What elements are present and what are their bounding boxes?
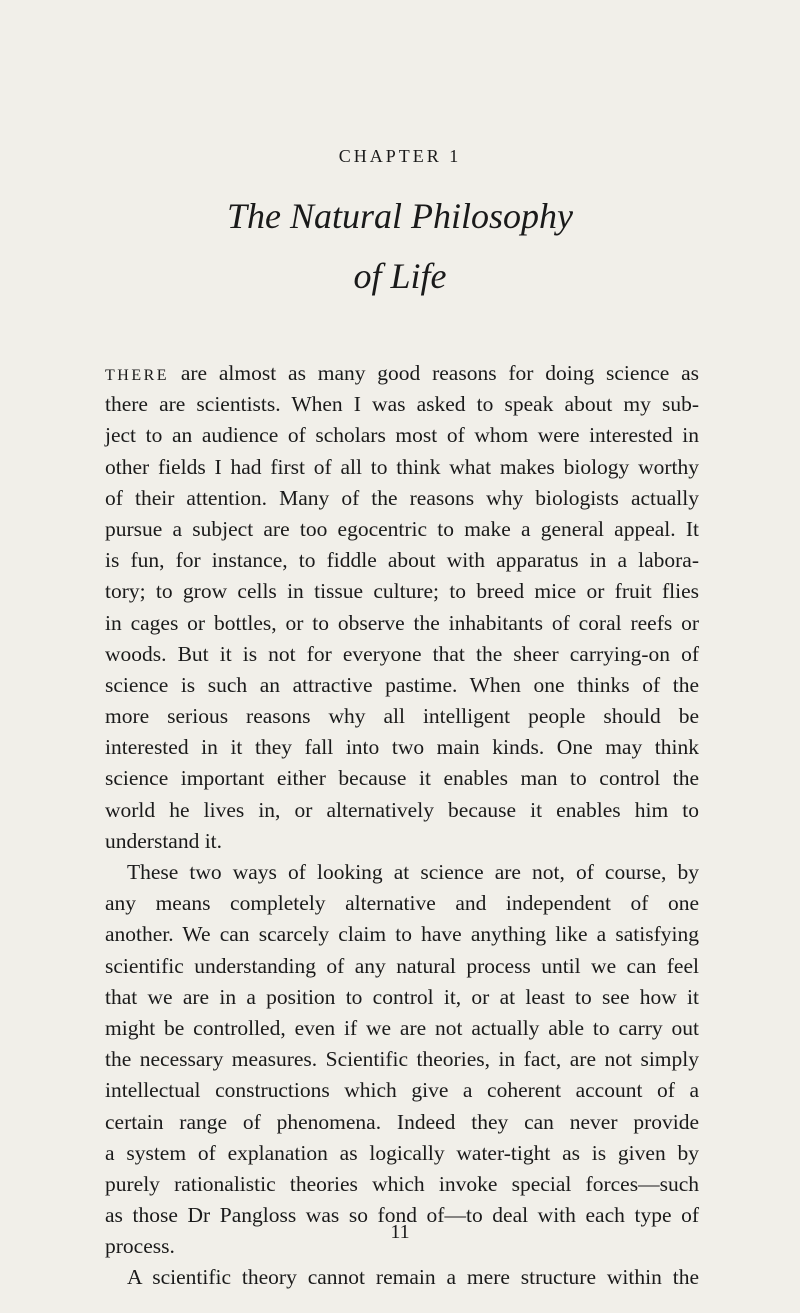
text-line: in cages or bottles, or to observe the inhabitants of coral reefs or (105, 610, 699, 635)
lead-word: THERE (105, 367, 170, 384)
text-line: of their attention. Many of the reasons why biologists actually (105, 485, 699, 510)
chapter-label: CHAPTER 1 (338, 146, 462, 166)
text-line: the necessary measures. Scientific theories, in fact, are not simply (105, 1047, 699, 1072)
text-line: tory; to grow cells in tissue culture; to breed mice or fruit flies (105, 579, 699, 604)
text-line: another. We can scarcely claim to have anything like a satisfying (105, 922, 699, 947)
text-line: that we are in a position to control it, or at least to see how it (105, 984, 699, 1009)
text-line: there are scientists. When I was asked to speak about my sub- (105, 392, 699, 417)
text-line: as those Dr Pangloss was so fond of—to deal with each type of (105, 1203, 699, 1228)
text-line: might be controlled, even if we are not actually able to carry out (105, 1015, 699, 1040)
text-line: is fun, for instance, to fiddle about with apparatus in a labora- (105, 548, 699, 573)
text-line: THERE are almost as many good reasons for doing science as (105, 361, 699, 385)
text-line: more serious reasons why all intelligent people should be (105, 704, 699, 729)
text-line: other fields I had first of all to think what makes biology worthy (105, 454, 699, 479)
text-line: intellectual constructions which give a coherent account of a (105, 1078, 699, 1103)
text-line: science is such an attractive pastime. When one thinks of the (105, 672, 699, 697)
chapter-title-line-2: of Life (353, 256, 447, 296)
text-line: interested in it they fall into two main kinds. One may think (105, 735, 699, 760)
text-line: science important either because it enables man to control the (105, 766, 699, 791)
text-line: pursue a subject are too egocentric to make a general appeal. It (105, 516, 699, 541)
text-line: ject to an audience of scholars most of whom were interested in (105, 423, 699, 448)
text-line: world he lives in, or alternatively because it enables him to (105, 797, 699, 822)
text-line: scientific understanding of any natural process until we can feel (105, 953, 699, 978)
text-line: a system of explanation as logically water-tight as is given by (105, 1140, 699, 1165)
text-line: purely rationalistic theories which invoke special forces—such (105, 1171, 699, 1196)
page-number: 11 (390, 1221, 410, 1243)
text-line: understand it. (105, 828, 223, 853)
text-line: certain range of phenomena. Indeed they can never provide (105, 1109, 699, 1134)
text-line: process. (105, 1234, 175, 1259)
chapter-title-line-1: The Natural Philosophy (226, 196, 573, 236)
text-line: woods. But it is not for everyone that the sheer carrying-on of (105, 641, 699, 666)
text-line: A scientific theory cannot remain a mere structure within the (127, 1265, 699, 1290)
body-text (105, 358, 699, 1294)
text-line: any means completely alternative and independent of one (105, 891, 699, 916)
text-line: These two ways of looking at science are not, of course, by (127, 860, 699, 884)
